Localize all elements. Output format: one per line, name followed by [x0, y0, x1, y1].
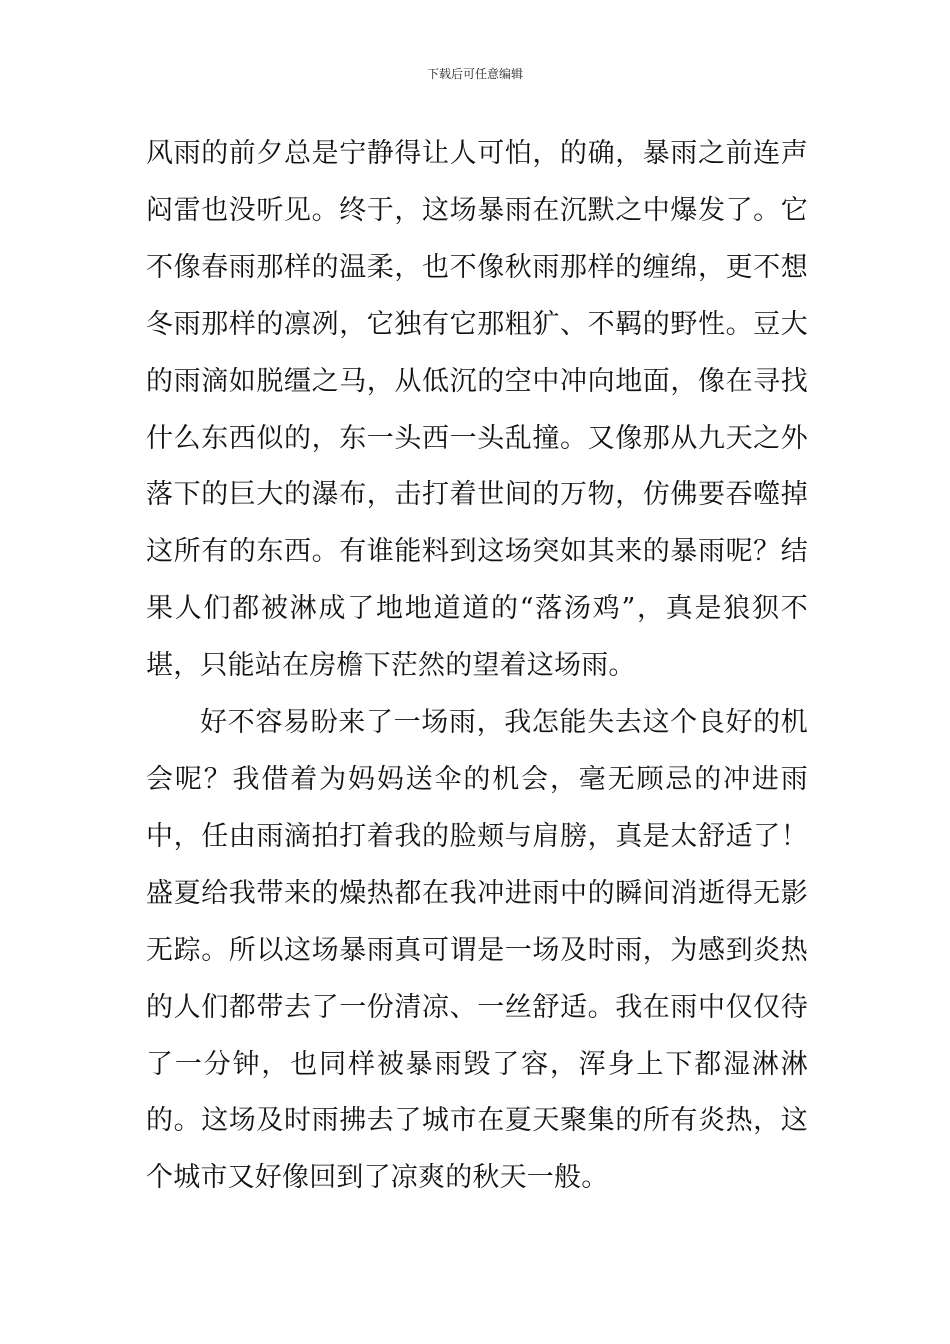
- paragraph-2: 好不容易盼来了一场雨，我怎能失去这个良好的机会呢？我借着为妈妈送伞的机会，毫无顾忌的冲进雨中，任由雨滴拍打着我的脸颊与肩膀，真是太舒适了！盛夏给我带来的燥热都在我冲进雨中的瞬间消逝得无影无踪。所以这场暴雨真可谓是一场及时雨，为感到炎热的人们都带去了一份清凉、一丝舒适。我在雨中仅仅待了一分钟，也同样被暴雨毁了容，浑身上下都湿淋淋的。这场及时雨拂去了城市在夏天聚集的所有炎热，这个城市又好像回到了凉爽的秋天一般。: [146, 707, 808, 1194]
- paragraph-1: 风雨的前夕总是宁静得让人可怕，的确，暴雨之前连声闷雷也没听见。终于，这场暴雨在沉默之中爆发了。它不像春雨那样的温柔，也不像秋雨那样的缠绵，更不想冬雨那样的凛冽，它独有它那粗犷、不羁的野性。豆大的雨滴如脱缰之马，从低沉的空中冲向地面，像在寻找什么东西似的，东一头西一头乱撞。又像那从九天之外落下的巨大的瀑布，击打着世间的万物，仿佛要吞噬掉这所有的东西。有谁能料到这场突如其来的暴雨呢？结果人们都被淋成了地地道道的“落汤鸡”，真是狼狈不堪，只能站在房檐下茫然的望着这场雨。: [146, 138, 808, 682]
- page-header: 下载后可任意编辑: [426, 67, 523, 81]
- document-body: [146, 126, 808, 1207]
